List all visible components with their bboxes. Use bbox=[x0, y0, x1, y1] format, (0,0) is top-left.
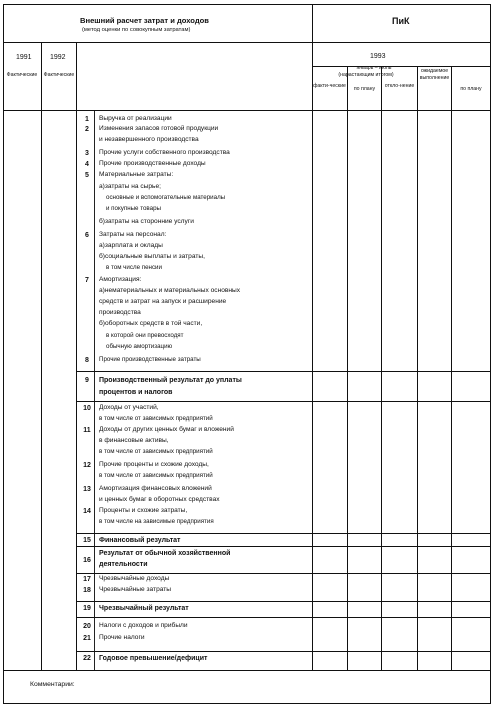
cumulative-label: (нарастающим итогом) bbox=[338, 72, 394, 78]
row-label: в том числе пенсии bbox=[106, 264, 162, 271]
row-label: Выручка от реализации bbox=[99, 115, 172, 122]
row-number: 7 bbox=[85, 277, 89, 284]
row-label: б)затраты на сторонние услуги bbox=[99, 218, 194, 225]
row-label: Изменения запасов готовой продукции bbox=[99, 125, 219, 132]
row-label: и ценных бумаг в оборотных средствах bbox=[99, 496, 220, 503]
row-rule bbox=[76, 533, 491, 534]
row-label: деятельности bbox=[99, 561, 148, 568]
row-number: 5 bbox=[85, 172, 89, 179]
row-label: в том числе от зависимых предприятий bbox=[99, 415, 213, 422]
row-number: 21 bbox=[83, 635, 91, 642]
row-label: Доходы от участий, bbox=[99, 404, 159, 411]
factic-1991-label: Фактические bbox=[6, 72, 38, 78]
row-label: Прочие налоги bbox=[99, 634, 145, 641]
row-label: а)зарплата и оклады bbox=[99, 242, 163, 249]
header-rule bbox=[3, 42, 491, 43]
row-label: Прочие проценты и схожие доходы, bbox=[99, 461, 209, 468]
row-label: и незавершенного производства bbox=[99, 136, 199, 143]
row-rule bbox=[76, 573, 491, 574]
row-label: основные и вспомогательные материалы bbox=[106, 194, 226, 201]
row-rule bbox=[76, 601, 491, 602]
pik-label: ПиК bbox=[392, 16, 410, 26]
row-number: 3 bbox=[85, 150, 89, 157]
row-label: Прочие услуги собственного производства bbox=[99, 149, 230, 156]
row-number: 15 bbox=[83, 537, 91, 544]
year-1993: 1993 bbox=[370, 53, 386, 60]
header-rule bbox=[3, 110, 491, 111]
row-label: в которой они превосходят bbox=[106, 332, 184, 339]
year-1991: 1991 bbox=[16, 54, 32, 61]
row-label: Проценты и схожие затраты, bbox=[99, 507, 188, 514]
col-plan-label: по плану bbox=[353, 86, 376, 92]
row-label: средств и затрат на запуск и расширение bbox=[99, 298, 227, 305]
row-number: 16 bbox=[83, 557, 91, 564]
row-label: процентов и налогов bbox=[99, 389, 173, 396]
row-label: в том числе на зависимые предприятия bbox=[99, 518, 214, 525]
row-label: и покупные товары bbox=[106, 205, 161, 212]
row-label: Прочие производственные затраты bbox=[99, 356, 201, 363]
col-fact-label: факти-ческие bbox=[313, 83, 346, 89]
row-label: Производственный результат до уплаты bbox=[99, 377, 242, 384]
row-number: 18 bbox=[83, 587, 91, 594]
row-label: а)нематериальных и материальных основных bbox=[99, 287, 241, 294]
row-rule bbox=[76, 401, 491, 402]
row-label: в том числе от зависимых предприятий bbox=[99, 472, 213, 479]
row-number: 2 bbox=[85, 126, 89, 133]
row-label: Чрезвычайный результат bbox=[99, 605, 189, 612]
row-number: 17 bbox=[83, 576, 91, 583]
col-divider bbox=[347, 66, 348, 670]
row-number: 13 bbox=[83, 486, 91, 493]
row-number: 10 bbox=[83, 405, 91, 412]
row-number: 4 bbox=[85, 161, 89, 168]
row-label: обычную амортизацию bbox=[106, 343, 173, 350]
number-col-divider bbox=[94, 110, 95, 670]
factic-1992-label: Фактические bbox=[43, 72, 75, 78]
row-number: 19 bbox=[83, 605, 91, 612]
row-number: 12 bbox=[83, 462, 91, 469]
row-label: Доходы от других ценных бумаг и вложений bbox=[99, 426, 234, 433]
comments-label: Комментарии: bbox=[30, 681, 75, 688]
row-label: Амортизация: bbox=[99, 276, 142, 283]
col-divider bbox=[76, 42, 77, 670]
row-label: б)оборотных средств в той части, bbox=[99, 320, 203, 327]
row-label: Годовое превышение/дефицит bbox=[99, 655, 208, 662]
row-rule bbox=[76, 617, 491, 618]
row-label: в финансовые активы, bbox=[99, 437, 169, 444]
year-1992: 1992 bbox=[50, 54, 66, 61]
row-label: Материальные затраты: bbox=[99, 171, 174, 178]
row-rule bbox=[76, 546, 491, 547]
col-divider bbox=[381, 66, 382, 670]
row-rule bbox=[76, 371, 491, 372]
row-label: Амортизация финансовых вложений bbox=[99, 485, 212, 492]
row-label: Затраты на персонал: bbox=[99, 231, 167, 238]
row-label: производства bbox=[99, 309, 141, 316]
form-subtitle: (метод оценки по совокупным затратам) bbox=[82, 27, 191, 33]
row-number: 11 bbox=[83, 427, 91, 434]
row-label: Чрезвычайные затраты bbox=[99, 586, 172, 593]
row-number: 20 bbox=[83, 623, 91, 630]
row-number: 14 bbox=[83, 508, 91, 515]
row-rule bbox=[76, 651, 491, 652]
row-number: 8 bbox=[85, 357, 89, 364]
col-divider bbox=[41, 42, 42, 670]
form-title: Внешний расчет затрат и доходов bbox=[80, 16, 209, 25]
row-label: Чрезвычайные доходы bbox=[99, 575, 170, 582]
row-label: Результат от обычной хозяйственной bbox=[99, 550, 231, 557]
row-number: 6 bbox=[85, 232, 89, 239]
row-label: б)социальные выплаты и затраты, bbox=[99, 253, 205, 260]
row-rule bbox=[3, 670, 491, 671]
col-deviation-label: откло-нение bbox=[384, 83, 415, 89]
col-divider bbox=[451, 66, 452, 670]
col-expected-label: ожидаемое выполнение bbox=[419, 68, 450, 82]
col-divider bbox=[312, 4, 313, 670]
col-byplan-label: по плану bbox=[460, 86, 482, 92]
row-label: Финансовый результат bbox=[99, 537, 181, 544]
row-label: а)затраты на сырье; bbox=[99, 183, 161, 190]
row-number: 1 bbox=[85, 116, 89, 123]
row-label: Прочие производственные доходы bbox=[99, 160, 206, 167]
row-label: Налоги с доходов и прибыли bbox=[99, 622, 188, 629]
row-number: 22 bbox=[83, 655, 91, 662]
row-number: 9 bbox=[85, 377, 89, 384]
col-divider bbox=[417, 66, 418, 670]
period-label: январь – июль bbox=[356, 65, 392, 71]
row-label: в том числе от зависимых предприятий bbox=[99, 448, 213, 455]
